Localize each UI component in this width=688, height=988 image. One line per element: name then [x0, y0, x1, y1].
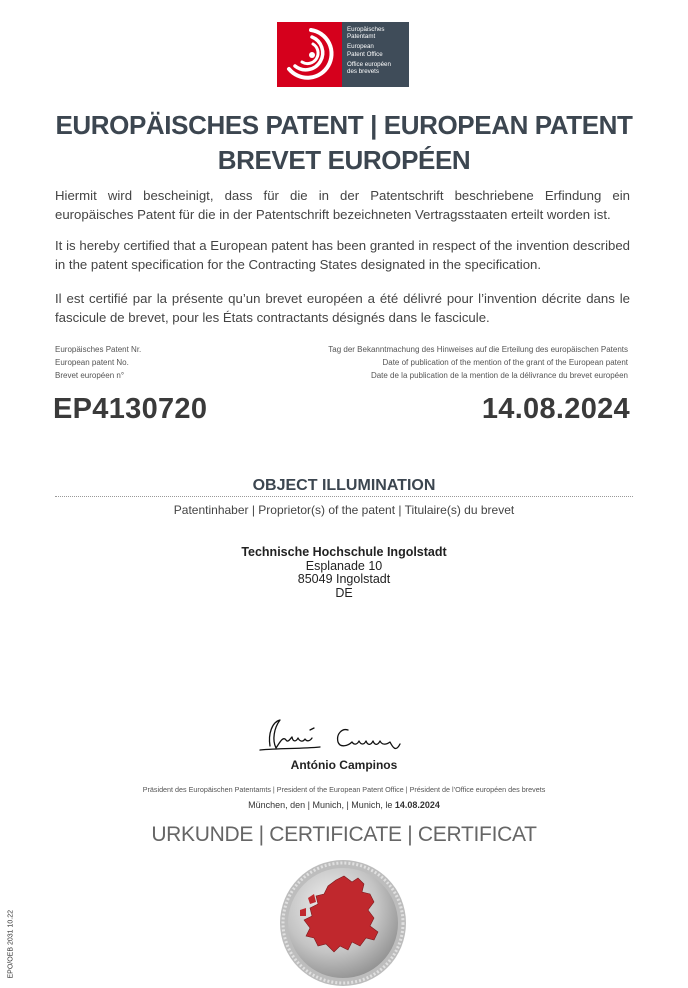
publication-date-label-de: Tag der Bekanntmachung des Hinweises auf die Erteilung des europäischen Patents: [328, 345, 628, 354]
publication-date-labels: [280, 343, 628, 382]
logo-text-line: European: [347, 43, 374, 51]
signature-date: 14.08.2024: [394, 800, 440, 810]
certificate-heading: URKUNDE | CERTIFICATE | CERTIFICAT: [151, 823, 537, 846]
place-and-date: [0, 800, 688, 810]
document-title-line1: EUROPÄISCHES PATENT | EUROPEAN PATENT: [55, 110, 633, 140]
patent-number-label-de: Europäisches Patent Nr.: [55, 345, 142, 354]
signer-title: Präsident des Europäischen Patentamts | President of the European Patent Office | Président de l’Office européen des brevets: [142, 785, 546, 794]
epo-logo: [277, 22, 409, 87]
epo-logo-mark: [277, 22, 342, 87]
holder-street: Esplanade 10: [305, 558, 383, 573]
logo-text-line: Europäisches: [347, 26, 385, 33]
divider: [55, 496, 633, 497]
holder-label: Patentinhaber | Proprietor(s) of the patent | Titulaire(s) du brevet: [173, 503, 515, 517]
patent-holder: [0, 546, 688, 600]
publication-date: 14.08.2024: [481, 393, 630, 425]
holder-country: DE: [335, 585, 353, 600]
patent-number-label-fr: Brevet européen n°: [55, 371, 125, 380]
patent-number: EP4130720: [53, 393, 208, 425]
europe-map-seal-icon: [278, 858, 408, 988]
patent-number-labels: [55, 343, 315, 382]
epo-arcs-icon: [277, 22, 342, 87]
document-title-line2: BREVET EUROPÉEN: [217, 145, 471, 175]
patent-number-label-en: European patent No.: [55, 358, 129, 367]
holder-name: Technische Hochschule Ingolstadt: [241, 545, 447, 559]
epo-logo-text: [347, 26, 409, 75]
logo-text-line: des brevets: [347, 68, 379, 76]
publication-date-label-en: Date of publication of the mention of the grant of the European patent: [382, 358, 628, 367]
logo-text-line: Office européen: [347, 60, 391, 68]
certification-text-en: It is hereby certified that a European patent has been granted in respect of the invention described in the patent specification for the Contracting States designated in the specification.: [55, 238, 630, 272]
certification-text-de: Hiermit wird bescheinigt, dass für die in der Patentschrift beschriebene Erfindung ein europäisches Patent für die in der Patentschrift bezeichneten Vertragsstaaten erteilt worden ist.: [55, 188, 630, 222]
holder-city: 85049 Ingolstadt: [297, 572, 391, 586]
place-prefix: München, den | Munich, | Munich, le: [248, 800, 393, 810]
signer-name: António Campinos: [290, 758, 398, 772]
certification-text-fr: Il est certifié par la présente qu’un brevet européen a été délivré pour l’invention décrite dans le fascicule de brevet, pour les États contractants désignés dans le fascicule.: [55, 291, 630, 325]
signature-icon: [250, 712, 430, 760]
invention-title: OBJECT ILLUMINATION: [252, 477, 436, 494]
form-code: EPO/OEB 2031 10.22: [7, 910, 15, 979]
logo-text-line: Patent Office: [347, 50, 383, 58]
publication-date-label-fr: Date de la publication de la mention de la délivrance du brevet européen: [370, 371, 628, 380]
logo-text-line: Patentamt: [347, 33, 376, 41]
